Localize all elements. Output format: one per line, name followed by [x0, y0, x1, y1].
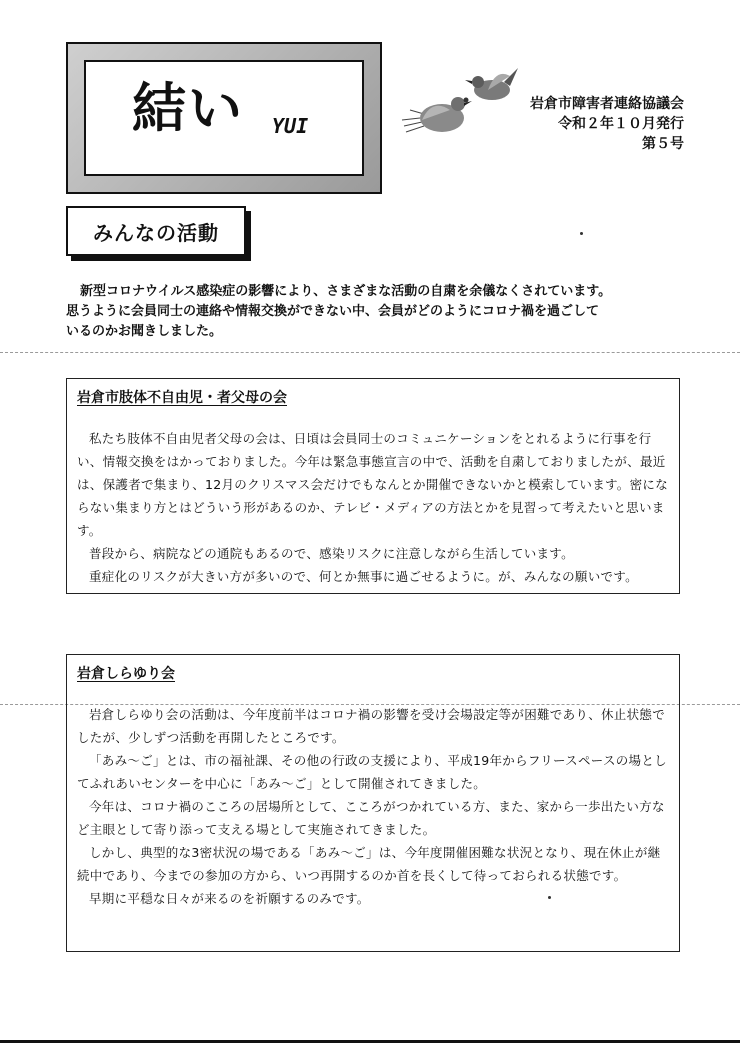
intro-text — [66, 282, 706, 342]
group-paragraph: 「あみ～ご」とは、市の福祉課、その他の行政の支援により、平成19年からフリースペースの場としてふれあいセンターを中心に「あみ～ご」として開催されてきました。 — [77, 753, 667, 791]
scan-speck — [548, 896, 551, 899]
group-paragraph: しかし、典型的な3密状況の場である「あみ～ご」は、今年度開催困難な状況となり、現在休止が継続中であり、今までの参加の方から、いつ再開するのか首を長くして待っておられる状態です。 — [77, 845, 661, 883]
group-paragraph: 私たち肢体不自由児者父母の会は、日頃は会員同士のコミュニケーションをとれるように行事を行い、情報交換をはかっておりました。今年は緊急事態宣言の中で、活動を自粛しておりましたが、最近は、保護者で集まり、12月のクリスマス会だけでもなんとか開催できないかと模索しています。密にならない集まり方とはどういう形があるのか、テレビ・メディアの方法とかを見習って考えたいと思います。 — [77, 431, 669, 538]
section-heading: みんなの活動 — [66, 206, 246, 256]
publisher-organization: 岩倉市障害者連絡協議会 — [530, 96, 684, 112]
group-paragraph: 重症化のリスクが大きい方が多いので、何とか無事に過ごせるように。が、みんなの願いです。 — [89, 569, 638, 584]
intro-line: 新型コロナウイルス感染症の影響により、さまざまな活動の自粛を余儀なくされています。 — [80, 284, 612, 299]
group-name: 岩倉しらゆり会 — [77, 666, 175, 682]
group-paragraph: 普段から、病院などの通院もあるので、感染リスクに注意しながら生活しています。 — [89, 546, 574, 561]
fold-line — [0, 352, 740, 353]
newsletter-title-latin: YUI — [272, 114, 309, 138]
newsletter-title: 結い — [132, 77, 244, 140]
bottom-rule — [0, 1040, 740, 1043]
group-paragraph: 早期に平穏な日々が来るのを祈願するのみです。 — [89, 891, 370, 906]
birds-illustration-icon — [392, 60, 522, 150]
group-paragraph: 今年は、コロナ禍のこころの居場所として、こころがつかれている方、また、家から一歩出たい方など主眼として寄り添って支える場として実施されてきました。 — [77, 799, 665, 837]
issue-number: 第５号 — [642, 136, 684, 152]
title-plaque — [66, 42, 382, 194]
intro-line: 思うように会員同士の連絡や情報交換ができない中、会員がどのようにコロナ禍を過ごして — [66, 304, 600, 319]
scan-speck — [580, 232, 583, 235]
title-plaque-inner — [84, 60, 364, 176]
group-box-1 — [66, 378, 680, 594]
group-name: 岩倉市肢体不自由児・者父母の会 — [77, 390, 287, 406]
intro-line: いるのかお聞きしました。 — [66, 324, 223, 339]
group-paragraph: 岩倉しらゆり会の活動は、今年度前半はコロナ禍の影響を受け会場設定等が困難であり、休止状態でしたが、少しずつ活動を再開したところです。 — [77, 707, 666, 745]
publication-date: 令和２年１０月発行 — [558, 116, 684, 132]
publisher-info — [530, 94, 684, 154]
group-box-2 — [66, 654, 680, 952]
